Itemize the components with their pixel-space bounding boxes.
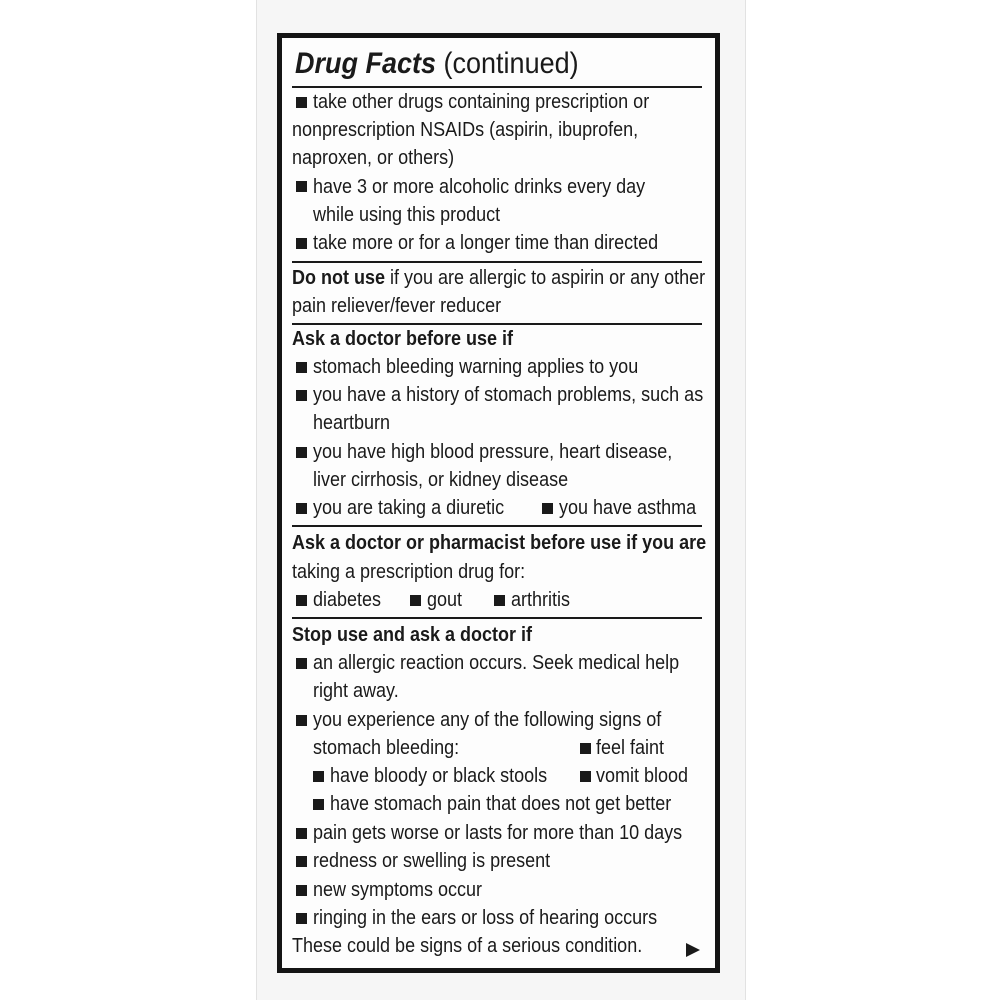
square-bullet-icon: [296, 715, 307, 726]
square-bullet-icon: [296, 362, 307, 373]
stop-use-text: right away.: [313, 680, 399, 702]
stop-use-footer: These could be signs of a serious condition.: [292, 935, 643, 957]
square-bullet-icon: [296, 447, 307, 458]
warning-text: take more or for a longer time than directed: [313, 232, 659, 254]
square-bullet-icon: [296, 595, 307, 606]
warning-text: naproxen, or others): [292, 147, 455, 169]
ask-doctor-text: you have asthma: [559, 497, 697, 519]
ask-doctor-text: stomach bleeding warning applies to you: [313, 356, 639, 378]
square-bullet-icon: [313, 771, 324, 782]
square-bullet-icon: [542, 503, 553, 514]
warning-text: have 3 or more alcoholic drinks every day: [313, 176, 646, 198]
ask-doctor-text: you are taking a diuretic: [313, 497, 505, 519]
section-heading: Ask a doctor or pharmacist before use if you are: [292, 532, 707, 554]
stop-use-text: new symptoms occur: [313, 879, 483, 901]
ask-pharmacist-text: diabetes: [313, 589, 382, 611]
warning-text: while using this product: [313, 204, 501, 226]
stop-use-text: ringing in the ears or loss of hearing occurs: [313, 907, 658, 929]
stop-use-text: have stomach pain that does not get better: [330, 793, 672, 815]
divider: [292, 86, 702, 88]
square-bullet-icon: [296, 181, 307, 192]
stop-use-text: you experience any of the following signs of: [313, 709, 662, 731]
ask-pharmacist-text: arthritis: [511, 589, 571, 611]
divider: [292, 617, 702, 619]
warning-text: nonprescription NSAIDs (aspirin, ibuprofen,: [292, 119, 639, 141]
ask-pharmacist-text: gout: [427, 589, 463, 611]
ask-doctor-text: liver cirrhosis, or kidney disease: [313, 469, 569, 491]
arrow-right-icon: [686, 943, 700, 957]
stop-use-text: pain gets worse or lasts for more than 10 days: [313, 822, 683, 844]
do-not-use-text: Do not use if you are allergic to aspirin or any other: [292, 267, 706, 289]
square-bullet-icon: [296, 856, 307, 867]
square-bullet-icon: [296, 97, 307, 108]
square-bullet-icon: [410, 595, 421, 606]
divider: [292, 323, 702, 325]
square-bullet-icon: [580, 771, 591, 782]
stop-use-text: redness or swelling is present: [313, 850, 551, 872]
stop-use-text: stomach bleeding:: [313, 737, 460, 759]
square-bullet-icon: [580, 743, 591, 754]
square-bullet-icon: [296, 913, 307, 924]
ask-doctor-text: you have high blood pressure, heart disease,: [313, 441, 673, 463]
divider: [292, 525, 702, 527]
divider: [292, 261, 702, 263]
square-bullet-icon: [313, 799, 324, 810]
square-bullet-icon: [296, 828, 307, 839]
ask-doctor-text: you have a history of stomach problems, such as: [313, 384, 704, 406]
section-heading: Stop use and ask a doctor if: [292, 624, 533, 646]
ask-doctor-text: heartburn: [313, 412, 391, 434]
square-bullet-icon: [296, 503, 307, 514]
ask-pharmacist-text: taking a prescription drug for:: [292, 561, 526, 583]
square-bullet-icon: [296, 658, 307, 669]
stop-use-text: feel faint: [596, 737, 665, 759]
square-bullet-icon: [296, 885, 307, 896]
page-title: Drug Facts (continued): [295, 47, 579, 80]
do-not-use-text: pain reliever/fever reducer: [292, 295, 502, 317]
stop-use-text: vomit blood: [596, 765, 689, 787]
warning-text: take other drugs containing prescription or: [313, 91, 650, 113]
square-bullet-icon: [494, 595, 505, 606]
stop-use-text: an allergic reaction occurs. Seek medical help: [313, 652, 680, 674]
square-bullet-icon: [296, 390, 307, 401]
stop-use-text: have bloody or black stools: [330, 765, 548, 787]
square-bullet-icon: [296, 238, 307, 249]
section-heading: Ask a doctor before use if: [292, 328, 514, 350]
